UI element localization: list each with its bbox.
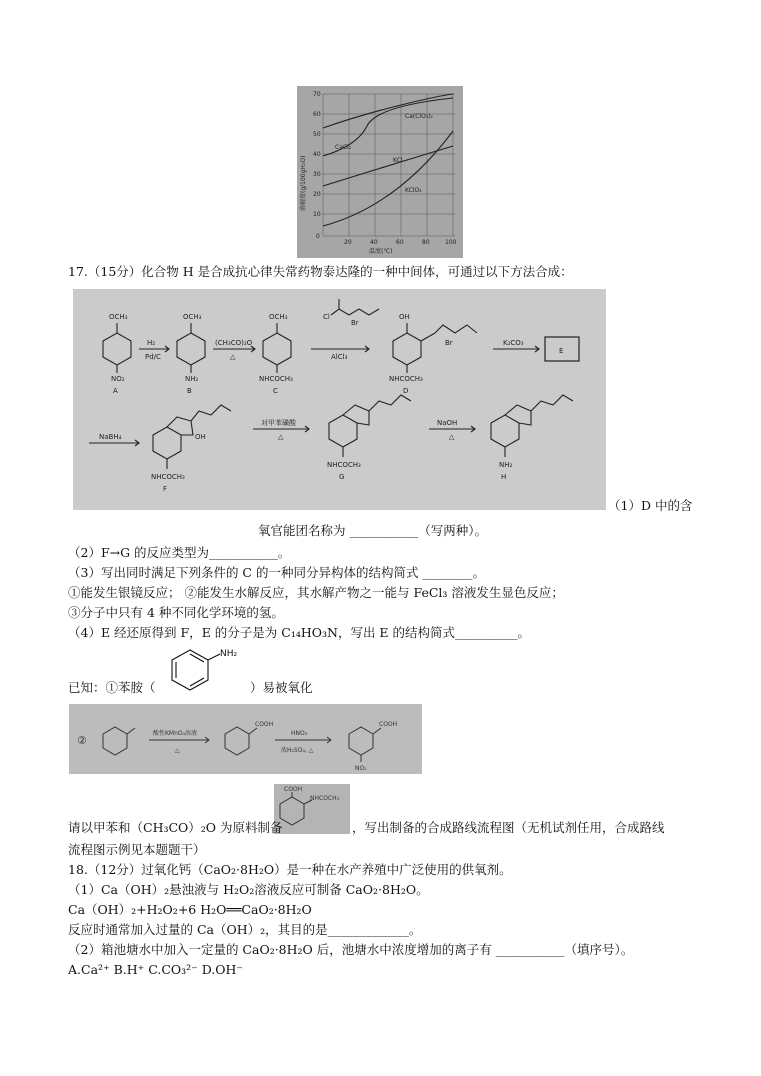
G-sub: NHCOCH₃: [327, 461, 361, 469]
r6-top: 对甲苯磺酸: [261, 419, 296, 427]
xtick: 40: [370, 239, 378, 246]
solubility-chart-photo: [297, 86, 463, 258]
q17-prep-c: 流程图示例见本题题干）: [68, 842, 206, 857]
q17-known-a: 已知：①苯胺（: [68, 680, 156, 695]
q18-part1-b: 反应时通常加入过量的 Ca（OH）₂，其目的是_____________。: [68, 922, 422, 937]
q18-title: 18.（12分）过氧化钙（CaO₂·8H₂O）是一种在水产养殖中广泛使用的供氧剂。: [68, 862, 512, 877]
q18-equation: Ca（OH）₂+H₂O₂+6 H₂O══CaO₂·8H₂O: [68, 902, 312, 917]
q17-part3: （3）写出同时满足下列条件的 C 的一种同分异构体的结构简式 ________。: [68, 565, 485, 580]
q17-part2: （2）F→G 的反应类型为___________。: [68, 545, 291, 560]
curve-label: CaCl₂: [335, 144, 352, 151]
C-sub2: NHCOCH₃: [259, 375, 293, 383]
ytick: 10: [313, 211, 321, 218]
A-sub1: OCH₃: [109, 313, 128, 321]
xtick: 20: [344, 239, 352, 246]
F-sub: NHCOCH₃: [151, 473, 185, 481]
q17-known-b: ）易被氧化: [250, 680, 313, 695]
ytick: 30: [313, 171, 321, 178]
known2-p2-a: COOH: [379, 721, 398, 728]
q17-part3-cond1: ①能发生银镜反应； ②能发生水解反应，其水解产物之一能与 FeCl₃ 溶液发生显色反应；: [68, 585, 564, 600]
r1-bot: Pd/C: [145, 353, 161, 361]
ytick: 50: [313, 131, 321, 138]
known2-r1-bot: △: [175, 747, 180, 754]
q18-part1: （1）Ca（OH）₂悬浊液与 H₂O₂溶液反应可制备 CaO₂·8H₂O。: [68, 882, 429, 897]
q17-part4: （4）E 经还原得到 F，E 的分子是为 C₁₄HO₃N，写出 E 的结构简式__________。: [68, 625, 531, 640]
known2-p2-b: NO₂: [355, 765, 367, 772]
y-axis-label: 溶解度(g/100gH₂O): [300, 155, 307, 211]
xtick: 100: [445, 239, 457, 246]
D-br: Br: [445, 339, 453, 347]
q17-prep-a: 请以甲苯和（CH₃CO）₂O 为原料制备: [68, 820, 283, 835]
q18-part2: （2）箱池塘水中加入一定量的 CaO₂·8H₂O 后，池塘水中浓度增加的离子有 ___________（填序号）。: [68, 942, 634, 957]
xtick: 80: [422, 239, 430, 246]
B-name: B: [187, 387, 192, 395]
q17-part1-b: 氧官能团名称为 ___________（写两种）。: [258, 523, 487, 538]
E-box-label: E: [559, 347, 564, 355]
H-name: H: [501, 473, 507, 481]
ytick: 20: [313, 191, 321, 198]
r1-top: H₂: [147, 339, 156, 347]
known2-p1: COOH: [255, 721, 274, 728]
A-sub2: NO₂: [111, 375, 125, 383]
H-sub: NH₂: [499, 461, 513, 469]
q17-prep-b: ，写出制备的合成路线流程图（无机试剂任用，合成路线: [352, 820, 665, 835]
x-axis-label: 温度(℃): [369, 248, 393, 255]
ytick: 40: [313, 151, 321, 158]
r6-bot: △: [278, 433, 284, 441]
curve-label: KCl: [393, 157, 403, 164]
q17-part1-a: （1）D 中的含: [608, 498, 693, 513]
C-sub1: OCH₃: [269, 313, 288, 321]
G-name: G: [339, 473, 345, 481]
r4-top: K₂CO₃: [503, 339, 524, 347]
curve-label: KClO₃: [405, 187, 422, 194]
ytick: 60: [313, 111, 321, 118]
r3-reagent: Cl: [323, 313, 330, 321]
known2-r2-bot: 浓H₂SO₄, △: [281, 747, 314, 754]
q17-part3-cond2: ③分子中只有 4 种不同化学环境的氢。: [68, 605, 284, 620]
A-name: A: [113, 387, 118, 395]
r5-top: NaBH₄: [99, 433, 122, 441]
q17-title: 17.（15分）化合物 H 是合成抗心律失常药物泰达隆的一种中间体，可通过以下方法合成：: [68, 264, 573, 279]
D-sub2: NHCOCH₃: [389, 375, 423, 383]
B-sub2: NH₂: [185, 375, 199, 383]
aniline-nh2: NH₂: [220, 649, 238, 659]
C-name: C: [273, 387, 278, 395]
D-name: D: [403, 387, 409, 395]
known2-number: ②: [77, 734, 87, 747]
ytick: 0: [316, 233, 320, 240]
r3-br: Br: [351, 319, 359, 327]
r3-bot: AlCl₃: [331, 353, 348, 361]
synthesis-scheme-photo: [73, 289, 606, 510]
xtick: 60: [396, 239, 404, 246]
F-name: F: [163, 485, 168, 493]
r2-top: (CH₃CO)₂O: [215, 339, 253, 347]
known2-r2-top: HNO₃: [291, 730, 308, 737]
q18-options: A.Ca²⁺ B.H⁺ C.CO₃²⁻ D.OH⁻: [68, 962, 244, 977]
target-product-photo: [274, 784, 350, 834]
r2-bot: △: [230, 353, 236, 361]
r7-top: NaOH: [437, 419, 458, 427]
known-reaction-photo: [69, 704, 422, 774]
D-sub1: OH: [399, 313, 410, 321]
curve-label: Ca(ClO₃)₂: [405, 113, 433, 120]
r7-bot: △: [449, 433, 455, 441]
known2-r1-top: 酸性KMnO₄溶液: [153, 730, 198, 737]
aniline-structure: [160, 646, 250, 696]
F-oh: OH: [195, 433, 206, 441]
target-cooh: COOH: [284, 786, 303, 793]
ytick: 70: [313, 91, 321, 98]
B-sub1: OCH₃: [183, 313, 202, 321]
target-nhcoch3: NHCOCH₃: [310, 795, 340, 802]
